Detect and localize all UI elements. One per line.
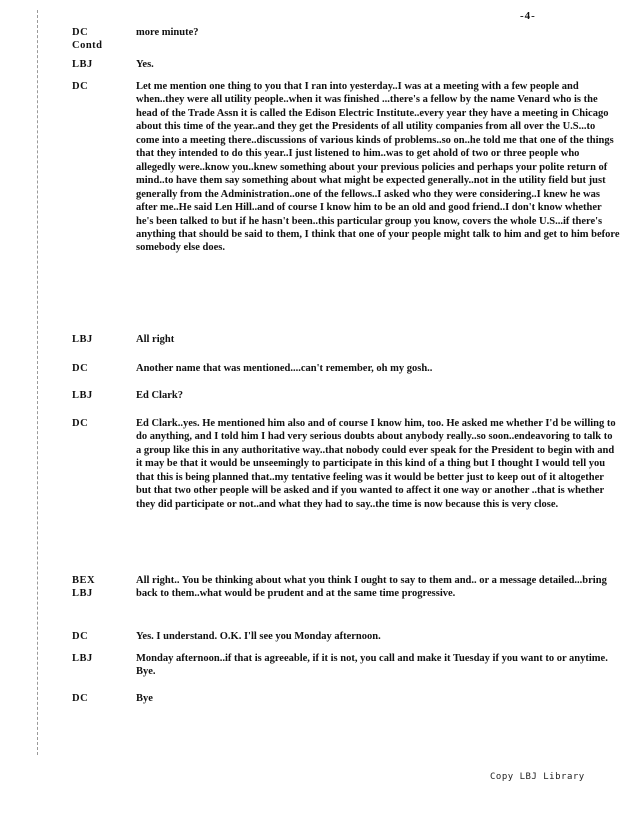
- page-number: -4-: [520, 10, 536, 22]
- speaker-label: BEX LBJ: [72, 575, 96, 599]
- speaker-label: LBJ: [72, 653, 93, 664]
- left-margin-line: [37, 10, 38, 755]
- speaker-label: DC Contd: [72, 27, 103, 51]
- speaker-label: DC: [72, 631, 89, 642]
- speaker-label: LBJ: [72, 334, 93, 345]
- speech-text: All right.. You be thinking about what you think I ought to say to them and.. or a message detailed...bring back to them..what would be prudent and at the same time progressive.: [136, 575, 607, 600]
- speech-text: All right: [136, 334, 175, 345]
- speaker-label: DC: [72, 81, 89, 92]
- speech-text: Ed Clark?: [136, 390, 183, 401]
- speech-text: Bye: [136, 693, 153, 704]
- speaker-label: DC: [72, 693, 89, 704]
- speech-text: more minute?: [136, 27, 199, 38]
- speech-text: Let me mention one thing to you that I ran into yesterday..I was at a meeting with a few people and when..they were all utility people..when it was finished ...there's a fellow by the name Venard who is the head of the Trade Assn it is called the Edison Electric Institute..every year they have a meeting in Chicago about this time of the year..and they get the Presidents of all utility companies from all over the U.S...to come into a meeting there..discussions of various kinds of problems..so on..he told me that one of the things that they intended to do this year..I just listened to him..was to get ahold of two or three people who allegedly were..know you..knew something about your previous policies and perhaps your polite return of mind..to have them say something about what might be expected generally..not in the utility field but just generally from the Administration..one of the fellows..I asked who they were considering..I knew he was after me..He said Len Hill..and of course I know him to be an old and good friend..I don't know whether he's been talked to but if he hasn't been..this particular group you know, covers the whole U.S...if there's anything that should be said to them, I think that one of your people might talk to him and get to him before somebody else does.: [136, 81, 620, 254]
- speech-text: Yes. I understand. O.K. I'll see you Monday afternoon.: [136, 631, 381, 642]
- speech-text: Yes.: [136, 59, 154, 70]
- speaker-label: DC: [72, 418, 89, 429]
- speech-text: Monday afternoon..if that is agreeable, if it is not, you call and make it Tuesday if you want to or anytime. Bye.: [136, 653, 608, 678]
- speech-text: Another name that was mentioned....can't remember, oh my gosh..: [136, 363, 433, 374]
- speaker-label: LBJ: [72, 390, 93, 401]
- speaker-label: DC: [72, 363, 89, 374]
- library-copy-stamp: Copy LBJ Library: [490, 772, 585, 782]
- speaker-label: LBJ: [72, 59, 93, 70]
- speech-text: Ed Clark..yes. He mentioned him also and of course I know him, too. He asked me whether I'd be willing to do anything, and I told him I had very serious doubts about anybody really..so soon..endeavoring to talk to a group like this in any authoritative way..that nobody could ever speak for the President to begin with and it may be that it would be unseemingly to participate in this kind of a thing but I thought I would tell you that this is being planned that..my tentative feeling was it would be better just to keep out of it altogether but that two other people will be asked and if you wanted to affect it one way or another ..that is whether they did participate or not..and what they had to say..the time is now because this is very close.: [136, 418, 616, 510]
